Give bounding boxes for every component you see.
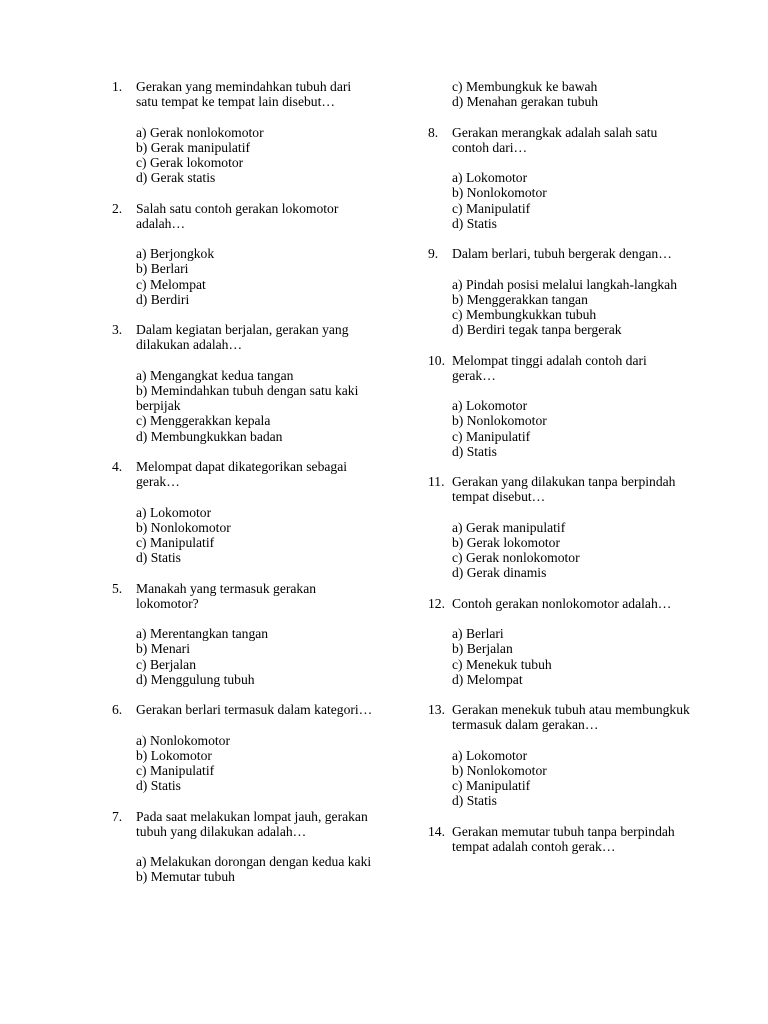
question-number: 14. [428, 823, 445, 839]
options-list [112, 854, 374, 884]
answer-option: c) Gerak lokomotor [136, 155, 244, 170]
options-list [112, 733, 374, 794]
question-text: Dalam kegiatan berjalan, gerakan yang dilakukan adalah… [136, 322, 349, 353]
question-header [428, 702, 690, 732]
answer-option: b) Nonlokomotor [136, 519, 231, 535]
question-text: Gerakan merangkak adalah salah satu contoh dari… [452, 124, 658, 155]
question-number: 11. [428, 474, 445, 490]
right-questions [428, 125, 690, 855]
question-number: 13. [428, 702, 445, 718]
question-text: Gerakan berlari termasuk dalam kategori… [136, 702, 373, 718]
options-list [428, 79, 690, 109]
answer-option: c) Manipulatif [136, 534, 215, 550]
question-number: 12. [428, 595, 445, 611]
question-item [428, 246, 690, 337]
question-header [112, 322, 374, 352]
question-number: 3. [112, 322, 123, 338]
options-list [112, 505, 374, 566]
question-number: 8. [428, 124, 439, 140]
question-item [428, 353, 690, 459]
question-number: 2. [112, 200, 123, 216]
answer-option: b) Memindahkan tubuh dengan satu kaki berpijak [136, 382, 359, 414]
question-header [112, 581, 374, 611]
question-header [428, 474, 690, 504]
question-item [112, 201, 374, 307]
right-column [428, 79, 690, 869]
question-text: Melompat dapat dikategorikan sebagai gerak… [136, 458, 348, 490]
answer-option: b) Gerak manipulatif [136, 139, 250, 155]
question-text: Pada saat melakukan lompat jauh, gerakan tubuh yang dilakukan adalah… [136, 808, 368, 839]
answer-option: c) Menekuk tubuh [452, 656, 552, 672]
answer-option: a) Berjongkok [136, 246, 215, 262]
question-item [112, 459, 374, 565]
question-number: 9. [428, 246, 439, 262]
answer-option: c) Berjalan [136, 656, 197, 672]
answer-option: b) Lokomotor [136, 747, 212, 763]
question-item [428, 125, 690, 231]
question-number: 10. [428, 352, 445, 368]
answer-option: a) Merentangkan tangan [136, 626, 269, 642]
answer-option: a) Berlari [452, 626, 504, 642]
answer-option: b) Nonlokomotor [452, 762, 547, 778]
answer-option: c) Manipulatif [452, 200, 531, 216]
answer-option: b) Memutar tubuh [136, 869, 235, 885]
answer-option: a) Gerak nonlokomotor [136, 124, 264, 140]
options-list [112, 246, 374, 307]
answer-option: d) Statis [452, 215, 497, 231]
options-list [428, 398, 690, 459]
options-list [428, 748, 690, 809]
question-number: 6. [112, 702, 123, 718]
question-item [112, 702, 374, 793]
question-header [112, 459, 374, 489]
question-text: Melompat tinggi adalah contoh dari gerak… [452, 352, 647, 383]
options-list [112, 368, 374, 444]
question-item [428, 596, 690, 687]
answer-option: c) Membungkukkan tubuh [452, 306, 597, 322]
answer-option: c) Menggerakkan kepala [136, 413, 271, 429]
option-d: d) Menahan gerakan tubuh [452, 94, 599, 110]
options-list [428, 170, 690, 231]
question-header [112, 201, 374, 231]
answer-option: a) Gerak manipulatif [452, 519, 566, 535]
answer-option: a) Lokomotor [136, 504, 212, 520]
answer-option: a) Lokomotor [452, 398, 528, 414]
question-text: Salah satu contoh gerakan lokomotor adalah… [136, 200, 339, 231]
question-item [112, 581, 374, 687]
options-list [428, 520, 690, 581]
question-text: Contoh gerakan nonlokomotor adalah… [452, 595, 672, 611]
answer-option: b) Gerak lokomotor [452, 534, 560, 550]
question-header [112, 809, 374, 839]
answer-option: c) Melompat [136, 276, 206, 292]
answer-option: c) Manipulatif [136, 762, 215, 778]
answer-option: a) Melakukan dorongan dengan kedua kaki [136, 854, 372, 870]
answer-option: d) Gerak statis [136, 170, 216, 186]
answer-option: b) Berlari [136, 261, 189, 277]
answer-option: d) Statis [452, 793, 497, 809]
question-item [112, 809, 374, 885]
options-list [428, 626, 690, 687]
question-number: 5. [112, 580, 123, 596]
answer-option: b) Menggerakkan tangan [452, 291, 588, 307]
question-header [112, 79, 374, 109]
answer-option: a) Mengangkat kedua tangan [136, 367, 294, 383]
question-number: 7. [112, 808, 123, 824]
answer-option: c) Manipulatif [452, 428, 531, 444]
answer-option: d) Statis [452, 443, 497, 459]
answer-option: c) Gerak nonlokomotor [452, 550, 580, 566]
answer-option: b) Nonlokomotor [452, 413, 547, 429]
question-number: 4. [112, 458, 123, 474]
question-item [112, 79, 374, 185]
left-column [112, 79, 374, 900]
question-item [112, 322, 374, 444]
answer-option: d) Gerak dinamis [452, 565, 547, 581]
answer-option: a) Pindah posisi melalui langkah-langkah [452, 276, 678, 292]
answer-option: a) Nonlokomotor [136, 732, 231, 748]
answer-option: d) Statis [136, 550, 181, 566]
answer-option: b) Menari [136, 641, 190, 657]
question-header [428, 353, 690, 383]
question-item [428, 824, 690, 854]
question-text: Dalam berlari, tubuh bergerak dengan… [452, 246, 672, 262]
answer-option: d) Berdiri [136, 291, 190, 307]
answer-option: b) Nonlokomotor [452, 185, 547, 201]
question-header [428, 824, 690, 854]
answer-option: d) Berdiri tegak tanpa bergerak [452, 322, 622, 338]
question-text: Gerakan yang dilakukan tanpa berpindah tempat disebut… [452, 474, 676, 505]
answer-option: d) Melompat [452, 671, 523, 687]
question-header [428, 246, 690, 261]
options-list [112, 626, 374, 687]
question-item [428, 474, 690, 580]
options-list [112, 125, 374, 186]
answer-option: c) Manipulatif [452, 778, 531, 794]
question-text: Gerakan menekuk tubuh atau membungkuk termasuk dalam gerakan… [452, 702, 690, 733]
question-text: Manakah yang termasuk gerakan lokomotor? [136, 580, 317, 611]
question-header [112, 702, 374, 717]
question-text: Gerakan yang memindahkan tubuh dari satu tempat ke tempat lain disebut… [136, 79, 352, 110]
question-number: 1. [112, 79, 123, 94]
answer-option: a) Lokomotor [452, 170, 528, 186]
question-7-continued [428, 79, 690, 109]
answer-option: b) Berjalan [452, 641, 513, 657]
question-header [428, 596, 690, 611]
answer-option: a) Lokomotor [452, 747, 528, 763]
answer-option: d) Statis [136, 778, 181, 794]
answer-option: d) Menggulung tubuh [136, 671, 255, 687]
option-c: c) Membungkuk ke bawah [452, 79, 598, 94]
question-header [428, 125, 690, 155]
question-text: Gerakan memutar tubuh tanpa berpindah tempat adalah contoh gerak… [452, 823, 675, 854]
question-item [428, 702, 690, 808]
answer-option: d) Membungkukkan badan [136, 428, 283, 444]
options-list [428, 277, 690, 338]
